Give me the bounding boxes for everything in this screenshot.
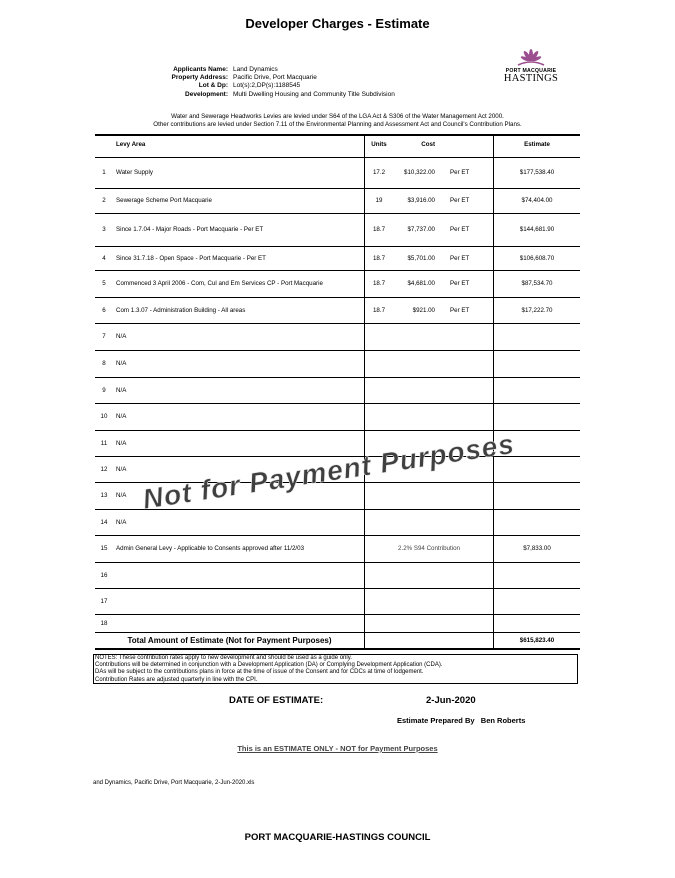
row-description: Commenced 3 April 2006 - Com, Cul and Em Services CP - Port Macquarie [113, 270, 365, 297]
row-cost: $5,701.00 [393, 246, 438, 270]
row-number: 16 [95, 562, 113, 588]
table-row [95, 297, 580, 323]
date-of-estimate-value: 2-Jun-2020 [426, 695, 476, 706]
value-applicant-name: Land Dynamics [233, 66, 278, 73]
row-per [438, 323, 494, 350]
row-description: N/A [113, 482, 365, 509]
row-per [438, 509, 494, 535]
row-description: N/A [113, 403, 365, 430]
row-description: N/A [113, 430, 365, 456]
row-cost: $4,681.00 [393, 270, 438, 297]
table-row [95, 323, 580, 350]
note-line: DAs will be subject to the contributions plans in force at the time of issue of the Consent and for CDCs at time of lodgement. [95, 669, 424, 676]
row-per [438, 403, 494, 430]
header-estimate: Estimate [494, 135, 581, 157]
table-row [95, 509, 580, 535]
row-description: N/A [113, 377, 365, 403]
row-cost: $921.00 [393, 297, 438, 323]
page-title: Developer Charges - Estimate [245, 16, 430, 31]
row-units [365, 482, 394, 509]
table-row [95, 270, 580, 297]
header-units: Units [365, 135, 394, 157]
row-estimate: $74,404.00 [494, 188, 581, 213]
table-row-15 [95, 535, 580, 562]
file-name: and Dynamics, Pacific Drive, Port Macquarie, 2-Jun-2020.xls [93, 780, 255, 786]
value-development: Multi Dwelling Housing and Community Title Subdivision [233, 90, 395, 98]
row-estimate: $17,222.70 [494, 297, 581, 323]
row-estimate [494, 482, 581, 509]
row-description: N/A [113, 323, 365, 350]
row-per: Per ET [438, 297, 494, 323]
row-units [365, 350, 394, 377]
row-units: 17.2 [365, 157, 394, 188]
row-number: 15 [95, 535, 113, 562]
note-line: Contributions will be determined in conjunction with a Development Application (DA) or Complying Development Application (CDA). [95, 662, 443, 669]
row-description: N/A [113, 350, 365, 377]
row-description: Admin General Levy - Applicable to Consents approved after 11/2/03 [113, 535, 365, 562]
row-estimate: $87,534.70 [494, 270, 581, 297]
row-estimate [494, 323, 581, 350]
row-cost: $10,322.00 [393, 157, 438, 188]
table-row [95, 188, 580, 213]
row-cost [393, 323, 438, 350]
logo-line1: PORT MACQUARIE [505, 68, 557, 74]
value-property-address: Pacific Drive, Port Macquarie [233, 74, 317, 82]
applicant-values [233, 66, 473, 99]
row-per: Per ET [438, 213, 494, 246]
preamble-line2: Other contributions are levied under Section 7.11 of the Environmental Planning and Assessment Act and Council's Contribution Plans. [153, 121, 522, 129]
estimate-prepared-by: Estimate Prepared By Ben Roberts [397, 716, 526, 725]
row-number: 3 [95, 213, 113, 246]
header-cost: Cost [393, 135, 438, 157]
table-row-blank [95, 562, 580, 588]
notes-box [93, 654, 578, 684]
header-levy-area: Levy Area [113, 135, 365, 157]
row-cost [393, 350, 438, 377]
label-lot-dp: Lot & Dp: [198, 82, 228, 90]
row-units: 18.7 [365, 246, 394, 270]
note-line: Contribution Rates are adjusted quarterly in line with the CPI. [95, 676, 258, 683]
levy-table [95, 134, 580, 650]
table-row [95, 246, 580, 270]
row-number: 18 [100, 619, 108, 627]
row-number: 10 [95, 403, 113, 430]
table-row [95, 350, 580, 377]
row-estimate [494, 509, 581, 535]
total-label: Total Amount of Estimate (Not for Payment Purposes) [95, 632, 365, 649]
row-units [365, 403, 394, 430]
row-cost [393, 509, 438, 535]
row-description: Sewerage Scheme Port Macquarie [113, 188, 365, 213]
row-cost [393, 482, 438, 509]
row-number: 11 [95, 430, 113, 456]
row-units: 18.7 [365, 270, 394, 297]
row-estimate [494, 403, 581, 430]
row-estimate [494, 377, 581, 403]
row-cost [393, 403, 438, 430]
preamble-line1: Water and Sewerage Headworks Levies are levied under S64 of the LGA Act & S306 of the Water Management Act 2000. [171, 113, 504, 120]
row-number: 13 [95, 482, 113, 509]
row-number: 5 [95, 270, 113, 297]
row-units: 18.7 [365, 213, 394, 246]
row-description: Com 1.3.07 - Administration Building - All areas [113, 297, 365, 323]
row-description: N/A [113, 456, 365, 482]
row-units [365, 509, 394, 535]
row-units [365, 377, 394, 403]
row-estimate: $144,681.90 [494, 213, 581, 246]
row-estimate [494, 350, 581, 377]
row-number: 9 [95, 377, 113, 403]
row-units: 18.7 [365, 297, 394, 323]
council-logo [500, 46, 562, 84]
row-cost [393, 377, 438, 403]
row-units: 19 [365, 188, 394, 213]
row-number: 6 [95, 297, 113, 323]
row-number: 4 [95, 246, 113, 270]
row-cost: $7,737.00 [393, 213, 438, 246]
note-line: NOTES: These contribution rates apply to new development and should be used as a guide only. [95, 655, 352, 661]
date-of-estimate-label: DATE OF ESTIMATE: [229, 695, 324, 706]
row-units [365, 323, 394, 350]
council-footer: PORT MACQUARIE-HASTINGS COUNCIL [244, 832, 431, 843]
table-row-blank [95, 614, 580, 632]
table-row-blank [95, 588, 580, 614]
applicant-labels [150, 66, 228, 99]
table-header-row [95, 135, 580, 157]
row-description: Since 1.7.04 - Major Roads - Port Macquarie - Per ET [113, 213, 365, 246]
row-description: Water Supply [113, 157, 365, 188]
row-description: Since 31.7.18 - Open Space - Port Macquarie - Per ET [113, 246, 365, 270]
label-property-address: Property Address: [171, 74, 228, 82]
label-development: Development: [185, 90, 228, 98]
row-number: 2 [95, 188, 113, 213]
row-per: Per ET [438, 270, 494, 297]
table-row [95, 403, 580, 430]
row-per [438, 482, 494, 509]
row-number: 1 [95, 157, 113, 188]
row-per [438, 350, 494, 377]
logo-line2: HASTINGS [503, 73, 559, 84]
row-per: Per ET [438, 188, 494, 213]
not-for-payment-watermark: Not for Payment Purposes [140, 428, 517, 515]
row-number: 7 [95, 323, 113, 350]
row-number: 8 [95, 350, 113, 377]
row-cost: $3,916.00 [393, 188, 438, 213]
row-per [438, 377, 494, 403]
label-applicant-name: Applicants Name: [173, 66, 228, 73]
row-note: 2.2% S94 Contribution [365, 535, 494, 562]
levy-preamble [95, 113, 580, 129]
row-number: 17 [95, 588, 113, 614]
estimate-only-notice: This is an ESTIMATE ONLY - NOT for Payment Purposes [237, 744, 438, 753]
table-row [95, 377, 580, 403]
row-estimate: $7,833.00 [494, 535, 581, 562]
row-per: Per ET [438, 246, 494, 270]
row-per: Per ET [438, 157, 494, 188]
row-estimate: $177,538.40 [494, 157, 581, 188]
row-estimate: $106,608.70 [494, 246, 581, 270]
table-row [95, 213, 580, 246]
total-estimate: $615,823.40 [494, 632, 581, 649]
total-row [95, 632, 580, 649]
row-number: 14 [95, 509, 113, 535]
value-lot-dp: Lot(s):2,DP(s):1188545 [233, 82, 301, 90]
row-description: N/A [113, 509, 365, 535]
sun-rays-icon [514, 46, 548, 68]
row-number: 12 [95, 456, 113, 482]
table-row [95, 157, 580, 188]
